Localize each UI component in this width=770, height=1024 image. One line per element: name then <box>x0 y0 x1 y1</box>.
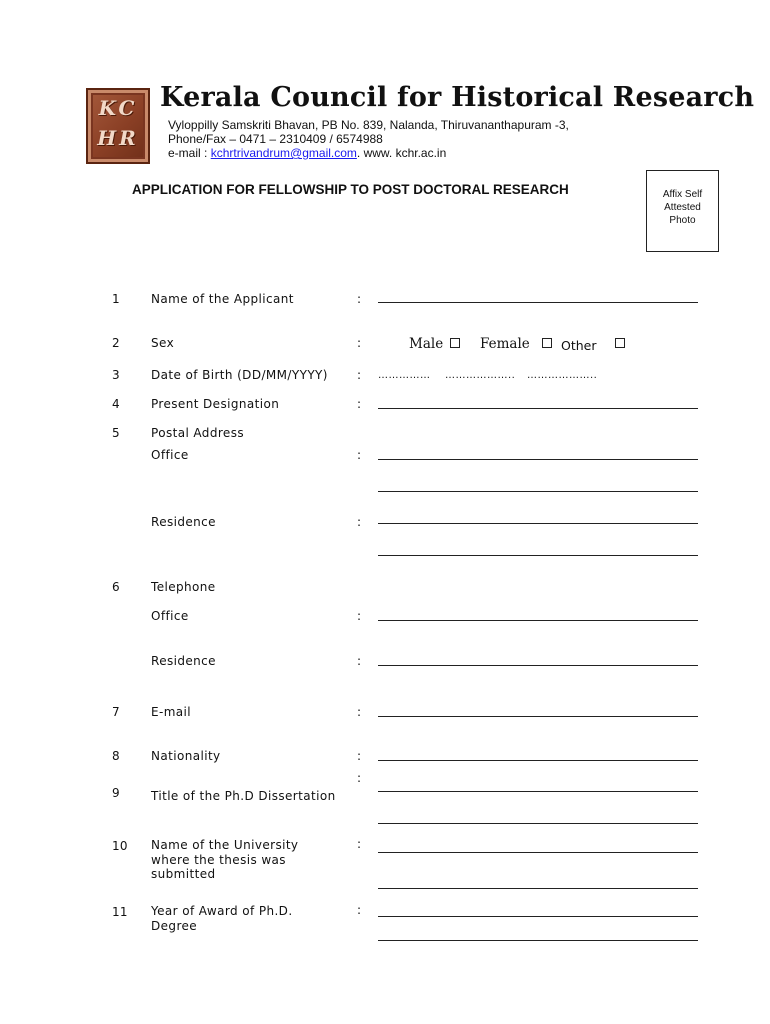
photo-box-line-3: Photo <box>669 215 696 226</box>
field-number: 3 <box>112 368 120 382</box>
colon: : <box>357 336 362 350</box>
address-line-1: Vyloppilly Samskriti Bhavan, PB No. 839, Nalanda, Thiruvananthapuram -3, <box>168 118 569 132</box>
website-text: . www. kchr.ac.in <box>356 146 447 160</box>
photo-box <box>646 170 719 252</box>
telephone-label: Telephone <box>151 580 216 594</box>
field-number: 9 <box>112 786 120 800</box>
award-year-line-1[interactable] <box>378 916 698 917</box>
designation-label: Present Designation <box>151 397 280 411</box>
colon: : <box>357 837 362 851</box>
postal-residence-label: Residence <box>151 515 216 529</box>
university-label-line-2: where the thesis was <box>151 853 286 867</box>
kchr-logo <box>86 88 150 164</box>
nationality-line[interactable] <box>378 760 698 761</box>
colon: : <box>357 705 362 719</box>
field-number: 1 <box>112 292 120 306</box>
award-year-label-line-1: Year of Award of Ph.D. <box>151 904 293 918</box>
postal-residence-line-2[interactable] <box>378 555 698 556</box>
field-number: 11 <box>112 905 128 919</box>
dob-year-field[interactable]: ……………….. <box>527 370 598 381</box>
org-name: Kerala Council for Historical Research <box>160 82 755 113</box>
postal-office-line-2[interactable] <box>378 491 698 492</box>
sex-option-other-label: Other <box>561 338 597 353</box>
dob-label: Date of Birth (DD/MM/YYYY) <box>151 368 328 382</box>
telephone-residence-line[interactable] <box>378 665 698 666</box>
designation-line[interactable] <box>378 408 698 409</box>
address-line-2: Phone/Fax – 0471 – 2310409 / 6574988 <box>168 132 383 146</box>
email-prefix: e-mail : <box>168 146 211 160</box>
university-line-2[interactable] <box>378 888 698 889</box>
sex-female-checkbox[interactable] <box>542 338 552 348</box>
colon: : <box>357 749 362 763</box>
sex-label: Sex <box>151 336 175 350</box>
sex-male-checkbox[interactable] <box>450 338 460 348</box>
colon: : <box>357 448 362 462</box>
postal-office-label: Office <box>151 448 189 462</box>
university-label-line-1: Name of the University <box>151 838 299 852</box>
dissertation-line-2[interactable] <box>378 823 698 824</box>
logo-letters-top: KC <box>98 96 138 120</box>
postal-office-line-1[interactable] <box>378 459 698 460</box>
sex-other-checkbox[interactable] <box>615 338 625 348</box>
colon: : <box>357 292 362 306</box>
colon: : <box>357 654 362 668</box>
contact-line <box>168 146 446 160</box>
field-number: 10 <box>112 839 128 853</box>
dob-day-field[interactable]: …………… <box>378 370 431 381</box>
colon: : <box>357 609 362 623</box>
award-year-label-line-2: Degree <box>151 919 198 933</box>
sex-option-female-label: Female <box>480 336 530 352</box>
colon: : <box>357 368 362 382</box>
telephone-residence-label: Residence <box>151 654 216 668</box>
sex-option-male-label: Male <box>409 336 444 352</box>
dob-month-field[interactable]: ……………….. <box>445 370 516 381</box>
form-title: APPLICATION FOR FELLOWSHIP TO POST DOCTORAL RESEARCH <box>132 182 569 197</box>
nationality-label: Nationality <box>151 749 221 763</box>
colon: : <box>357 771 362 785</box>
photo-box-line-2: Attested <box>664 202 701 213</box>
logo-letters-bottom: HR <box>97 126 139 150</box>
field-number: 7 <box>112 705 120 719</box>
postal-residence-line-1[interactable] <box>378 523 698 524</box>
colon: : <box>357 515 362 529</box>
university-label-line-3: submitted <box>151 867 216 881</box>
dissertation-title-label: Title of the Ph.D Dissertation <box>151 789 336 803</box>
email-link[interactable]: kchrtrivandrum@gmail.com <box>210 146 357 160</box>
award-year-line-2[interactable] <box>378 940 698 941</box>
colon: : <box>357 903 362 917</box>
applicant-name-line[interactable] <box>378 302 698 303</box>
email-label: E-mail <box>151 705 192 719</box>
telephone-office-label: Office <box>151 609 189 623</box>
field-number: 5 <box>112 426 120 440</box>
field-number: 8 <box>112 749 120 763</box>
postal-address-label: Postal Address <box>151 426 244 440</box>
colon: : <box>357 397 362 411</box>
dissertation-line-1[interactable] <box>378 791 698 792</box>
photo-box-line-1: Affix Self <box>662 189 703 200</box>
field-number: 2 <box>112 336 120 350</box>
telephone-office-line[interactable] <box>378 620 698 621</box>
applicant-name-label: Name of the Applicant <box>151 292 294 306</box>
university-line-1[interactable] <box>378 852 698 853</box>
field-number: 6 <box>112 580 120 594</box>
field-number: 4 <box>112 397 120 411</box>
email-line[interactable] <box>378 716 698 717</box>
